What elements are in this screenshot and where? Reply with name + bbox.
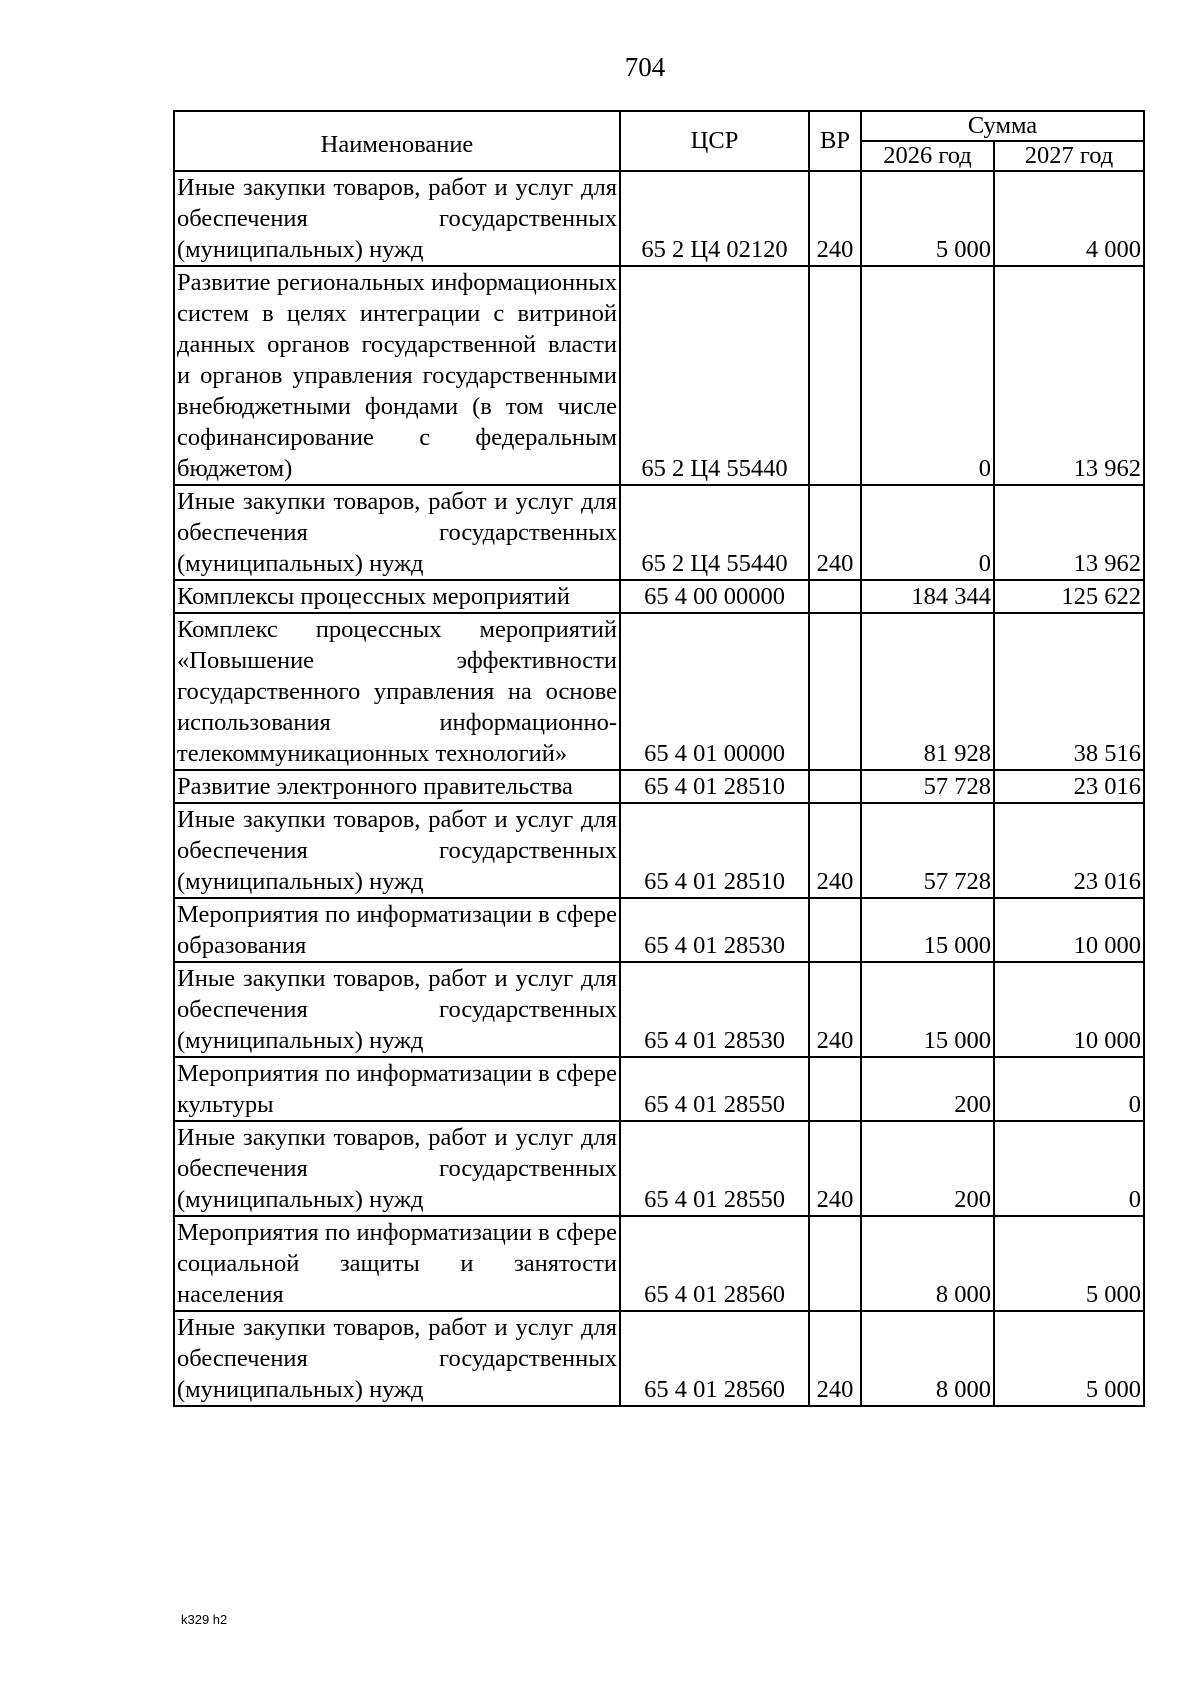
- row-csr-cell: 65 4 01 28560: [620, 1216, 809, 1311]
- row-2027-cell: 4 000: [994, 171, 1144, 266]
- row-vr-cell: [809, 1216, 861, 1311]
- budget-table: [173, 110, 1145, 1407]
- row-vr-cell: [809, 770, 861, 803]
- table-row: [174, 898, 1144, 962]
- row-csr-cell: 65 4 01 28510: [620, 803, 809, 898]
- row-2026-cell: 184 344: [861, 580, 994, 613]
- row-csr-cell: 65 4 01 28530: [620, 962, 809, 1057]
- row-name-cell: Комплексы процессных мероприятий: [174, 580, 620, 613]
- row-csr-cell: 65 4 00 00000: [620, 580, 809, 613]
- row-csr-cell: 65 2 Ц4 55440: [620, 485, 809, 580]
- row-name-cell: Иные закупки товаров, работ и услуг для обеспечения государственных (муниципальных) нужд: [174, 803, 620, 898]
- row-2026-cell: 81 928: [861, 613, 994, 770]
- header-vr: ВР: [809, 111, 861, 171]
- row-name-cell: Комплекс процессных мероприятий «Повышение эффективности государственного управления на основе использования информационно-телекоммуникационных технологий»: [174, 613, 620, 770]
- row-csr-cell: 65 2 Ц4 02120: [620, 171, 809, 266]
- row-2026-cell: 0: [861, 266, 994, 485]
- row-vr-cell: 240: [809, 171, 861, 266]
- row-2027-cell: 23 016: [994, 803, 1144, 898]
- row-2026-cell: 57 728: [861, 803, 994, 898]
- row-name-cell: Мероприятия по информатизации в сфере образования: [174, 898, 620, 962]
- row-name-cell: Иные закупки товаров, работ и услуг для обеспечения государственных (муниципальных) нужд: [174, 171, 620, 266]
- row-vr-cell: 240: [809, 1311, 861, 1406]
- header-year-2027: 2027 год: [994, 141, 1144, 171]
- row-vr-cell: [809, 266, 861, 485]
- table-row: [174, 1216, 1144, 1311]
- row-vr-cell: 240: [809, 485, 861, 580]
- row-2026-cell: 57 728: [861, 770, 994, 803]
- table-row: [174, 580, 1144, 613]
- table-row: [174, 1121, 1144, 1216]
- row-2027-cell: 13 962: [994, 266, 1144, 485]
- row-name-cell: Мероприятия по информатизации в сфере социальной защиты и занятости населения: [174, 1216, 620, 1311]
- row-vr-cell: [809, 580, 861, 613]
- row-2026-cell: 200: [861, 1057, 994, 1121]
- header-name: Наименование: [174, 111, 620, 171]
- table-row: [174, 266, 1144, 485]
- row-2026-cell: 0: [861, 485, 994, 580]
- row-2027-cell: 23 016: [994, 770, 1144, 803]
- row-2027-cell: 5 000: [994, 1311, 1144, 1406]
- header-sum: Сумма: [861, 111, 1144, 141]
- row-csr-cell: 65 4 01 28530: [620, 898, 809, 962]
- table-row: [174, 171, 1144, 266]
- header-csr: ЦСР: [620, 111, 809, 171]
- header-year-2026: 2026 год: [861, 141, 994, 171]
- row-vr-cell: [809, 613, 861, 770]
- row-name-cell: Иные закупки товаров, работ и услуг для обеспечения государственных (муниципальных) нужд: [174, 1311, 620, 1406]
- row-name-cell: Иные закупки товаров, работ и услуг для обеспечения государственных (муниципальных) нужд: [174, 1121, 620, 1216]
- row-2027-cell: 13 962: [994, 485, 1144, 580]
- row-vr-cell: [809, 1057, 861, 1121]
- row-2027-cell: 38 516: [994, 613, 1144, 770]
- row-2027-cell: 0: [994, 1121, 1144, 1216]
- row-2027-cell: 125 622: [994, 580, 1144, 613]
- row-2027-cell: 10 000: [994, 962, 1144, 1057]
- footer-code: k329 h2: [181, 1612, 228, 1627]
- row-2026-cell: 8 000: [861, 1216, 994, 1311]
- row-name-cell: Развитие региональных информационных систем в целях интеграции с витриной данных органов государственной власти и органов управления государственными внебюджетными фондами (в том числе софинансирование с федеральным бюджетом): [174, 266, 620, 485]
- row-2026-cell: 200: [861, 1121, 994, 1216]
- row-name-cell: Иные закупки товаров, работ и услуг для обеспечения государственных (муниципальных) нужд: [174, 485, 620, 580]
- table-row: [174, 770, 1144, 803]
- row-vr-cell: 240: [809, 1121, 861, 1216]
- table-row: [174, 962, 1144, 1057]
- table-header: [174, 111, 1144, 171]
- row-csr-cell: 65 4 01 28550: [620, 1121, 809, 1216]
- table-row: [174, 485, 1144, 580]
- row-2026-cell: 5 000: [861, 171, 994, 266]
- row-2026-cell: 15 000: [861, 898, 994, 962]
- page-number: 704: [624, 52, 666, 82]
- table-row: [174, 1057, 1144, 1121]
- table-body: [174, 171, 1144, 1406]
- row-csr-cell: 65 2 Ц4 55440: [620, 266, 809, 485]
- row-vr-cell: [809, 898, 861, 962]
- table-row: [174, 803, 1144, 898]
- row-2027-cell: 10 000: [994, 898, 1144, 962]
- row-2027-cell: 0: [994, 1057, 1144, 1121]
- row-2026-cell: 15 000: [861, 962, 994, 1057]
- row-csr-cell: 65 4 01 28550: [620, 1057, 809, 1121]
- row-vr-cell: 240: [809, 803, 861, 898]
- row-2026-cell: 8 000: [861, 1311, 994, 1406]
- row-name-cell: Иные закупки товаров, работ и услуг для обеспечения государственных (муниципальных) нужд: [174, 962, 620, 1057]
- row-name-cell: Мероприятия по информатизации в сфере культуры: [174, 1057, 620, 1121]
- row-vr-cell: 240: [809, 962, 861, 1057]
- row-name-cell: Развитие электронного правительства: [174, 770, 620, 803]
- row-csr-cell: 65 4 01 28510: [620, 770, 809, 803]
- row-2027-cell: 5 000: [994, 1216, 1144, 1311]
- row-csr-cell: 65 4 01 00000: [620, 613, 809, 770]
- table-row: [174, 613, 1144, 770]
- row-csr-cell: 65 4 01 28560: [620, 1311, 809, 1406]
- table-row: [174, 1311, 1144, 1406]
